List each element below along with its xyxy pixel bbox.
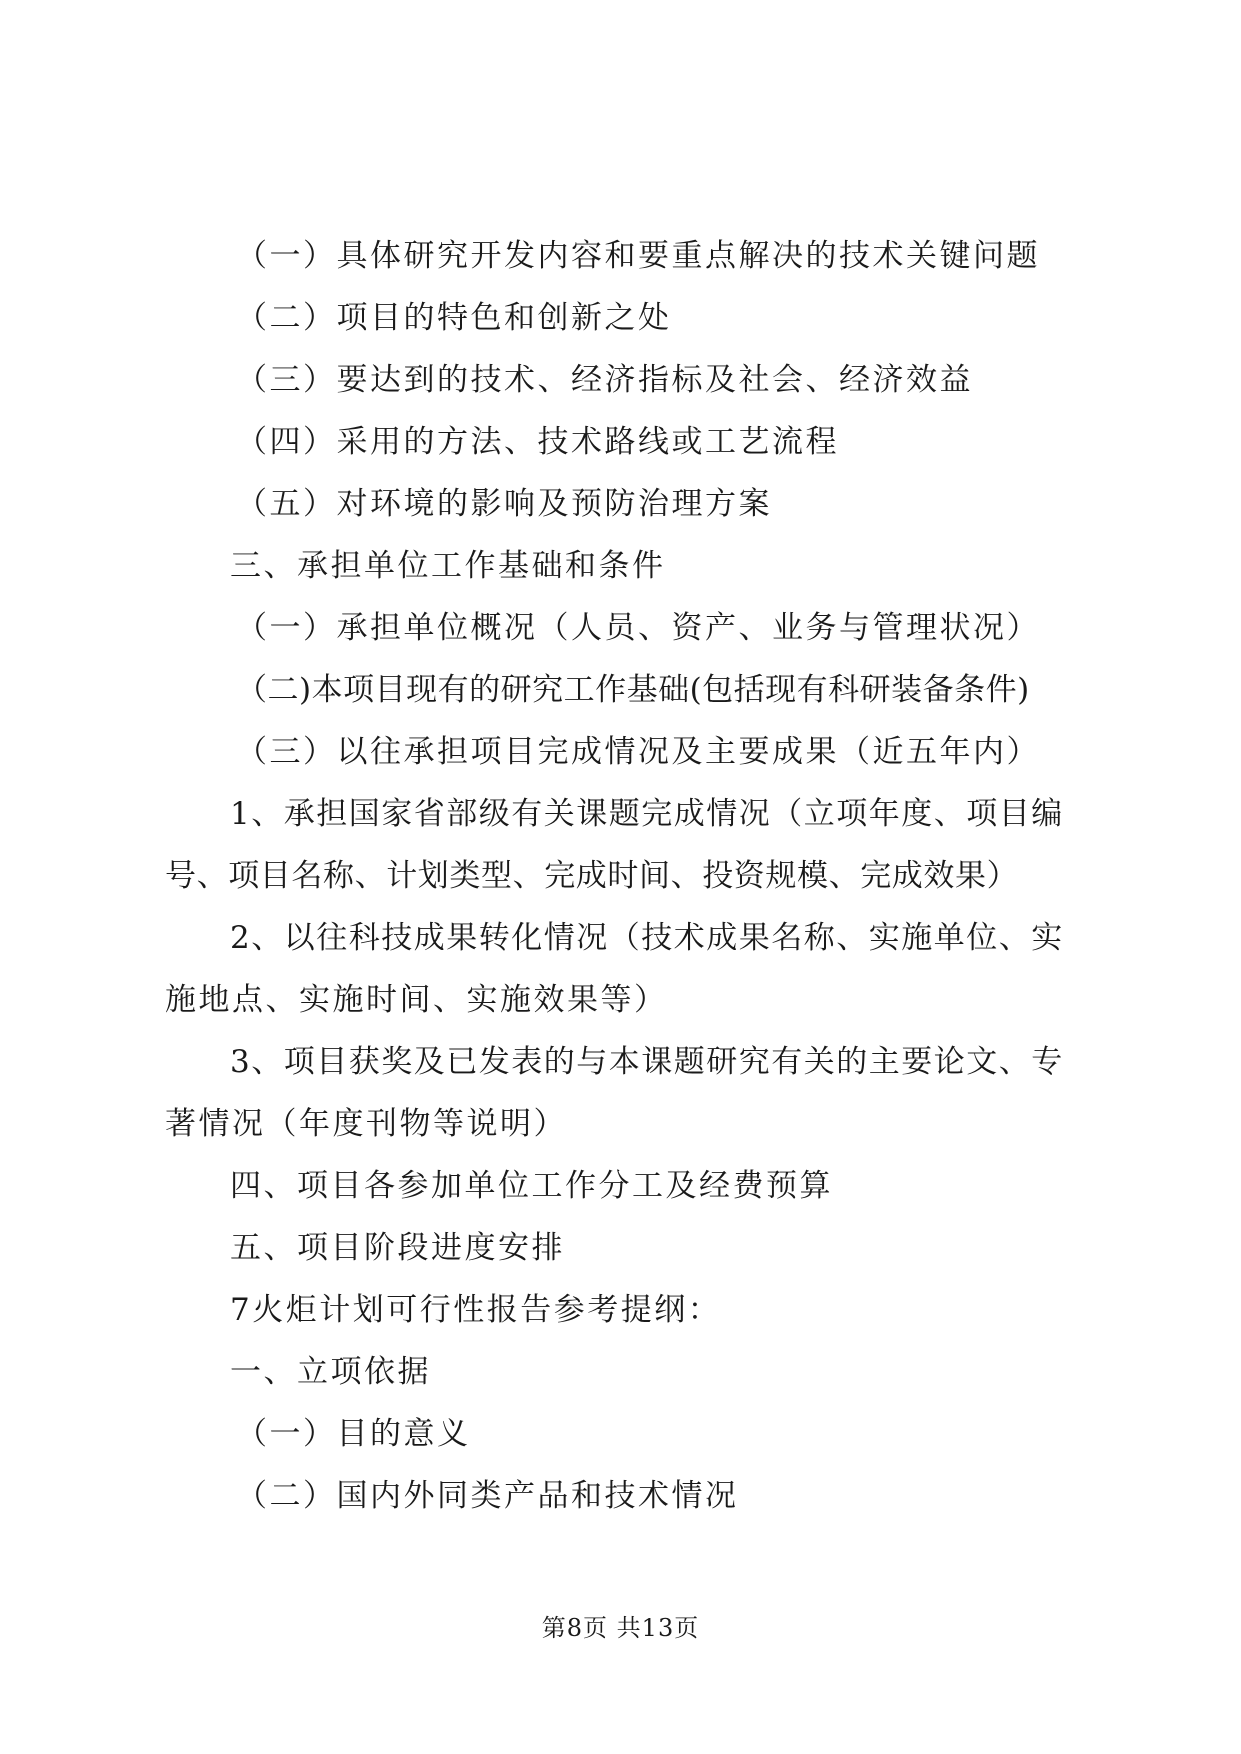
text-line: （二)本项目现有的研究工作基础(包括现有科研装备条件)	[236, 672, 1030, 708]
text-line: （一）目的意义	[236, 1416, 471, 1452]
text-line: 著情况（年度刊物等说明）	[165, 1106, 567, 1142]
section-heading: 四、项目各参加单位工作分工及经费预算	[230, 1168, 833, 1204]
section-heading: 三、承担单位工作基础和条件	[230, 548, 666, 584]
text-line: 1、承担国家省部级有关课题完成情况（立项年度、项目编	[230, 796, 1064, 832]
text-line: （三）以往承担项目完成情况及主要成果（近五年内）	[236, 734, 1040, 770]
text-line: （四）采用的方法、技术路线或工艺流程	[236, 424, 839, 460]
text-line: 3、项目获奖及已发表的与本课题研究有关的主要论文、专	[230, 1044, 1064, 1080]
text-line: （一）承担单位概况（人员、资产、业务与管理状况）	[236, 610, 1040, 646]
text-line: （一）具体研究开发内容和要重点解决的技术关键问题	[236, 238, 1040, 274]
text-line: 号、项目名称、计划类型、完成时间、投资规模、完成效果）	[165, 858, 1019, 894]
text-line: （二）项目的特色和创新之处	[236, 300, 672, 336]
section-heading: 五、项目阶段进度安排	[230, 1230, 565, 1266]
text-line: （二）国内外同类产品和技术情况	[236, 1478, 739, 1514]
section-heading: 一、立项依据	[230, 1354, 431, 1390]
section-heading: 7火炬计划可行性报告参考提纲：	[230, 1292, 722, 1328]
text-line: 施地点、实施时间、实施效果等）	[165, 982, 668, 1018]
page-number-footer: 第8页 共13页	[541, 1614, 700, 1642]
text-line: 2、以往科技成果转化情况（技术成果名称、实施单位、实	[230, 920, 1064, 956]
text-line: （五）对环境的影响及预防治理方案	[236, 486, 772, 522]
text-line: （三）要达到的技术、经济指标及社会、经济效益	[236, 362, 973, 398]
